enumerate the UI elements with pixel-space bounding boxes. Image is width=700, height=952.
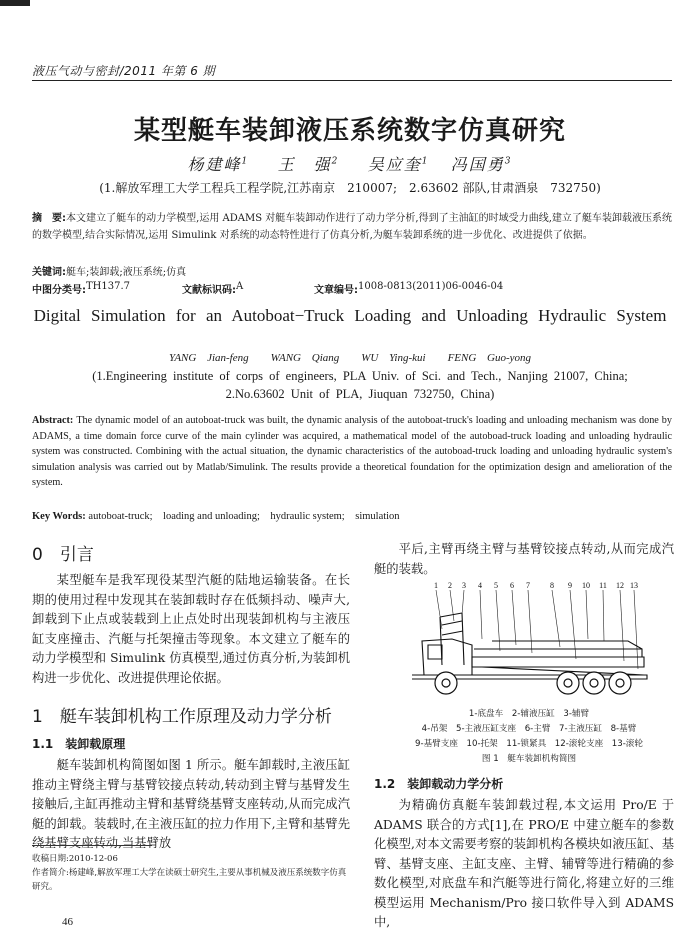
truck-loading-diagram [392,579,662,705]
doc-code-label: 文献标识码: [182,285,236,296]
principle-paragraph: 艇车装卸机构简图如图 1 所示。艇车卸载时,主液压缸推动主臂绕主臂与基臂铰接点转动,转动到主臂与基臂发生接触后,主缸再推动主臂和基臂绕基臂支座转动,从而完成汽艇的卸载。装载时,在主液压缸的拉力作用下,主臂和基臂先绕基臂支座转动,当基臂放 [32,758,350,850]
author-name: 王 强 [277,155,332,174]
author-sup: 3 [504,156,513,167]
keywords-en [32,508,400,523]
page-number: 46 [62,916,73,928]
loading-continued-paragraph: 平后,主臂再绕主臂与基臂铰接点转动,从而完成汽艇的装载。 [374,542,674,576]
title-en: Digital Simulation for an Autoboat−Truck Loading and Unloading Hydraulic System [33,306,667,325]
keywords-cn-label: 关键词: [32,267,66,278]
article-no-value: 1008-0813(2011)06-0046-04 [358,281,504,292]
affiliation-en [60,367,660,403]
dynamics-paragraph: 为精确仿真艇车装卸载过程,本文运用 Pro/E 于 ADAMS 联合的方式[1],在 PRO/E 中建立艇车的参数化模型,对本文需要考察的装卸机构各模块如液压缸、基臂、基臂支座、主缸支座、主臂、辅臂等进行精确的参数化模型,对底盘车和汽艇等进行简化,将建立好的三维模型运用 Mechanism/Pro 接口软件导入到 ADAMS 中, [374,798,674,929]
right-column-lower [374,775,674,933]
clc-label: 中图分类号: [32,285,86,296]
affiliation-en-line: (1.Engineering institute of corps of engineers, PLA Univ. of Sci. and Tech., Nanjing 21007, China; [92,369,628,383]
author-name: 吴应奎 [367,155,422,174]
author-bio: 作者简介:杨建峰,解放军理工大学在读硕士研究生,主要从事机械及液压系统数字仿真研究。 [32,868,347,892]
keywords-cn-text: 艇车;装卸载;液压系统;仿真 [66,267,187,278]
article-no-label: 文章编号: [314,285,358,296]
callout-number: 4 [478,581,482,590]
doc-code-value: A [236,281,244,292]
figure-1-legend [374,707,684,767]
keywords-cn [32,263,186,278]
keywords-en-label: Key Words: [32,511,86,522]
legend-line: 4-吊架 5-主液压缸支座 6-主臂 7-主液压缸 8-基臂 [421,724,637,734]
legend-line: 9-基臂支座 10-托架 11-锁紧具 12-滚轮支座 13-滚轮 [415,739,643,749]
figure-caption: 图 1 艇车装卸机构简图 [481,754,577,764]
abstract-cn [32,210,672,244]
keywords-en-text: autoboat-truck; loading and unloading; hydraulic system; simulation [88,511,400,522]
intro-paragraph: 某型艇车是我军现役某型汽艇的陆地运输装备。在长期的使用过程中发现其在装卸载时存在低频抖动、噪声大,卸载到下止点或装载到上止点处时出现装卸机构与主液压缸支座撞击、汽艇与托架撞击等现象。本文建立了艇车的动力学模型和 Simulink 仿真模型,通过仿真分析,为装卸机构进一步优化、改进提供理论依据。 [32,573,350,685]
author-sup: 1 [241,156,250,167]
footnote-rule [32,845,152,846]
author-name: 杨建峰 [187,155,242,174]
header-rule [32,80,672,81]
callout-number: 8 [550,581,554,590]
abstract-cn-label: 摘 要: [32,213,67,224]
callout-number: 5 [494,581,498,590]
abstract-en-label: Abstract: [32,415,74,426]
author-sup: 2 [331,156,340,167]
callout-number: 3 [462,581,466,590]
title-cn: 某型艇车装卸液压系统数字仿真研究 [133,116,566,146]
truck-outline [412,613,647,679]
abstract-en [32,413,672,491]
callout-number: 9 [568,581,572,590]
abstract-en-text: The dynamic model of an autoboat-truck was built, the dynamic analysis of the autoboat-truck's loading and unloading mechanism was done by ADAMS, a time domain force curve of the main cylinder was acquired, a mathematical model of the autoboad-truck loading and unloading hydraulic system was constructed. Combining with the actual situation, the dynamic characteristics of the autoboad-truck loading and unloading hydraulic system's simulation analysis was carried out by Matlab/Simulink. The results provide a theoretical foundation for the optimization design and amelioration of the system. [32,415,672,488]
received-date: 收稿日期:2010-12-06 [32,854,118,864]
author-name: 冯国勇 [450,155,505,174]
callout-number: 13 [630,581,638,590]
figure-1 [392,579,662,705]
right-column [374,540,674,579]
abstract-cn-text: 本文建立了艇车的动力学模型,运用 ADAMS 对艇车装卸动作进行了动力学分析,得到了主油缸的时域受力曲线,建立了艇车装卸载液压系统的数学模型,结合实际情况,运用 Simulink 对系统的动态特性进行了仿真分析,为艇车装卸系统的进一步优化、改进提供了依据。 [32,213,672,241]
callout-number: 12 [616,581,624,590]
header-bar-accent [0,0,30,6]
subsection-heading: 1.2 装卸载动力学分析 [374,777,504,791]
callout-number: 10 [582,581,590,590]
footnote [32,852,350,894]
section-heading: 1 艇车装卸机构工作原理及动力学分析 [32,707,332,727]
journal-header: 液压气动与密封/2011 年第 6 期 [32,64,216,78]
callout-number: 6 [510,581,514,590]
author-sup: 1 [421,156,430,167]
left-column [32,540,350,854]
callout-number: 1 [434,581,438,590]
authors-en: YANG Jian-feng WANG Qiang WU Ying-kui FENG Guo-yong [168,352,532,364]
subsection-heading: 1.1 装卸载原理 [32,737,126,751]
clc-value: TH137.7 [86,281,131,292]
legend-line: 1-底盘车 2-辅液压缸 3-辅臂 [468,709,590,719]
callout-number: 7 [526,581,530,590]
authors-cn [0,152,700,175]
section-heading: 0 引言 [32,545,94,565]
affiliation-en-line: 2.No.63602 Unit of PLA, Jiuquan 732750, China) [225,387,495,401]
callout-number: 11 [599,581,607,590]
callout-number: 2 [448,581,452,590]
affiliation-cn: (1.解放军理工大学工程兵工程学院,江苏南京 210007; 2.63602 部队,甘肃酒泉 732750) [99,181,601,195]
